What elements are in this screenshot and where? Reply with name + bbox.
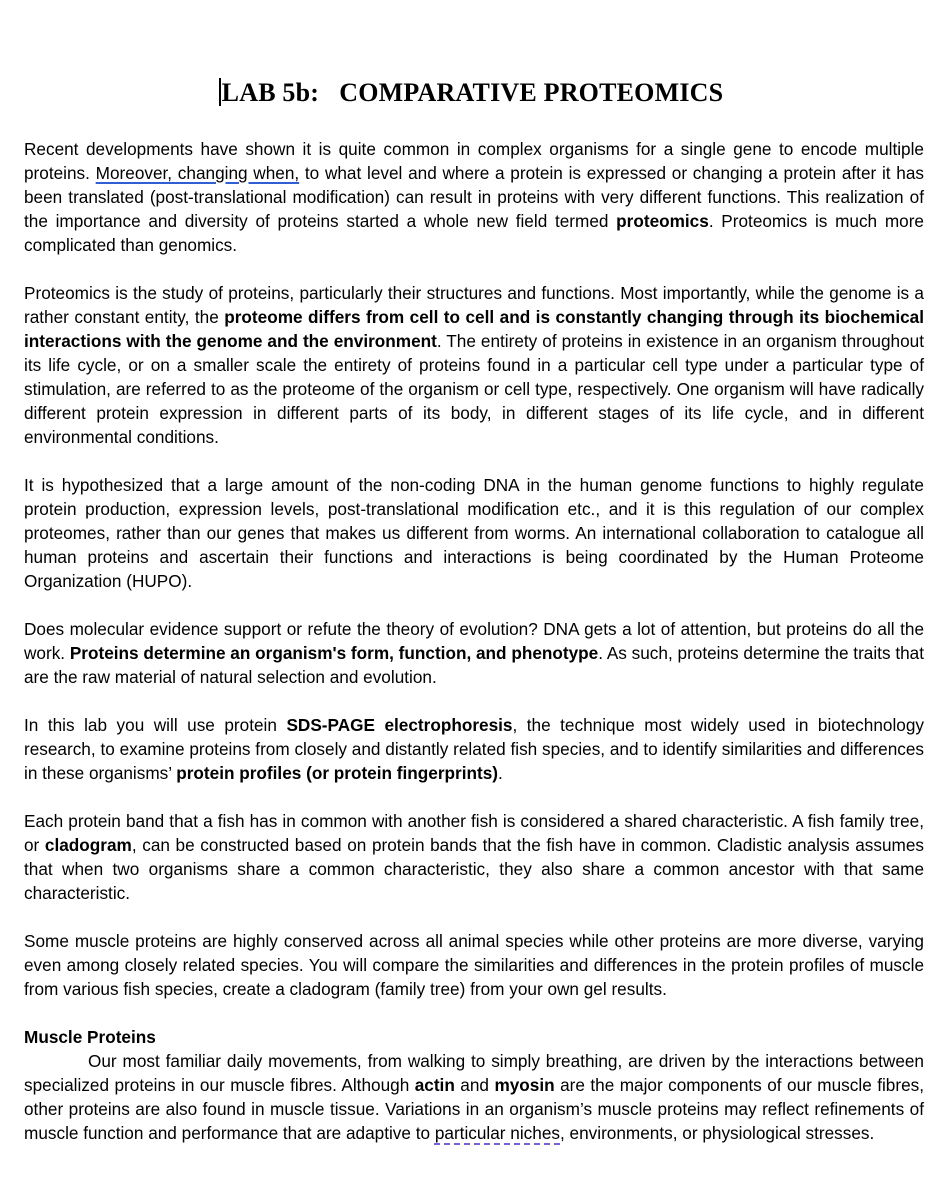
document-title-line	[0, 78, 942, 108]
spelling-flagged-text[interactable]: particular niches	[434, 1123, 560, 1143]
document-body[interactable]	[24, 137, 924, 1169]
paragraph-evolution	[24, 617, 924, 689]
text-run: to what level and where a protein is expressed or changing a protein after it has been translated (post-translational modification) can result in proteins with very different functions. This realization of the importance and diversity of proteins started a whole new field termed	[24, 163, 924, 231]
grammar-flagged-text[interactable]: Moreover, changing when,	[95, 163, 300, 183]
text-run: , environments, or physiological stresses.	[560, 1123, 875, 1143]
bold-proteome-statement: proteome differs from cell to cell and is constantly changing through its biochemical interactions with the genome and the environment	[24, 307, 924, 351]
document-title: LAB 5b: COMPARATIVE PROTEOMICS	[221, 78, 724, 107]
bold-term-myosin: myosin	[494, 1075, 555, 1095]
text-run: , can be constructed based on protein bands that the fish have in common. Cladistic analysis assumes that when two organisms share a common characteristic, they also share a common ancestor with that same characteristic.	[24, 835, 924, 903]
bold-term-sds-page: SDS-PAGE electrophoresis	[286, 715, 513, 735]
paragraph-conserved-proteins: Some muscle proteins are highly conserved across all animal species while other proteins are more diverse, varying even among closely related species. You will compare the similarities and differences in the protein profiles of muscle from various fish species, create a cladogram (family tree) from your own gel results.	[24, 931, 924, 999]
bold-term-actin: actin	[414, 1075, 455, 1095]
paragraph-sds-page	[24, 713, 924, 785]
paragraph-hupo: It is hypothesized that a large amount of the non-coding DNA in the human genome functions to highly regulate protein production, expression levels, post-translational modification etc., and it is this regulation of our complex proteomes, rather than our genes that makes us different from worms. An international collaboration to catalogue all human proteins and ascertain their functions and interactions is being coordinated by the Human Proteome Organization (HUPO).	[24, 475, 924, 591]
text-run: , the technique most widely used in biotechnology research, to examine proteins from closely and distantly related fish species, and to identify similarities and differences in these organisms’	[24, 715, 924, 783]
text-run: are the major components of our muscle fibres, other proteins are also found in muscle tissue. Variations in an organism’s muscle proteins may reflect refinements of muscle function and performance that are adaptive to	[24, 1075, 925, 1143]
bold-term-cladogram: cladogram	[44, 835, 132, 855]
paragraph-cladogram	[24, 809, 924, 905]
bold-phenotype-statement: Proteins determine an organism's form, function, and phenotype	[69, 643, 599, 663]
text-run: .	[498, 763, 503, 783]
text-run: Proteomics is the study of proteins, particularly their structures and functions. Most importantly, while the genome is a rather constant entity, the	[24, 283, 924, 327]
text-run: . Proteomics is much more complicated than genomics.	[24, 211, 924, 255]
text-run: . The entirety of proteins in existence in an organism throughout its life cycle, or on a smaller scale the entirety of proteins found in a particular cell type under a particular type of stimulation, are referred to as the proteome of the organism or cell type, respectively. One organism will have radically different protein expression in different parts of its body, in different stages of its life cycle, and in different environmental conditions.	[24, 331, 924, 447]
text-run: Our most familiar daily movements, from walking to simply breathing, are driven by the interactions between specialized proteins in our muscle fibres. Although	[24, 1051, 924, 1095]
text-run: Recent developments have shown it is quite common in complex organisms for a single gene to encode multiple proteins.	[24, 139, 924, 183]
text-run: Does molecular evidence support or refute the theory of evolution? DNA gets a lot of attention, but proteins do all the work.	[24, 619, 924, 663]
paragraph-muscle-proteins	[24, 1049, 924, 1145]
text-cursor	[219, 78, 221, 106]
paragraph-proteome	[24, 281, 924, 449]
text-run: and	[454, 1075, 495, 1095]
bold-term-protein-profiles: protein profiles (or protein fingerprints)	[176, 763, 499, 783]
paragraph-intro	[24, 137, 924, 257]
text-run: In this lab you will use protein	[24, 715, 287, 735]
text-run: . As such, proteins determine the traits that are the raw material of natural selection and evolution.	[24, 643, 924, 687]
section-heading-muscle-proteins: Muscle Proteins	[24, 1027, 156, 1047]
bold-term-proteomics: proteomics	[616, 211, 709, 231]
text-run: Each protein band that a fish has in common with another fish is considered a shared characteristic. A fish family tree, or	[24, 811, 924, 855]
